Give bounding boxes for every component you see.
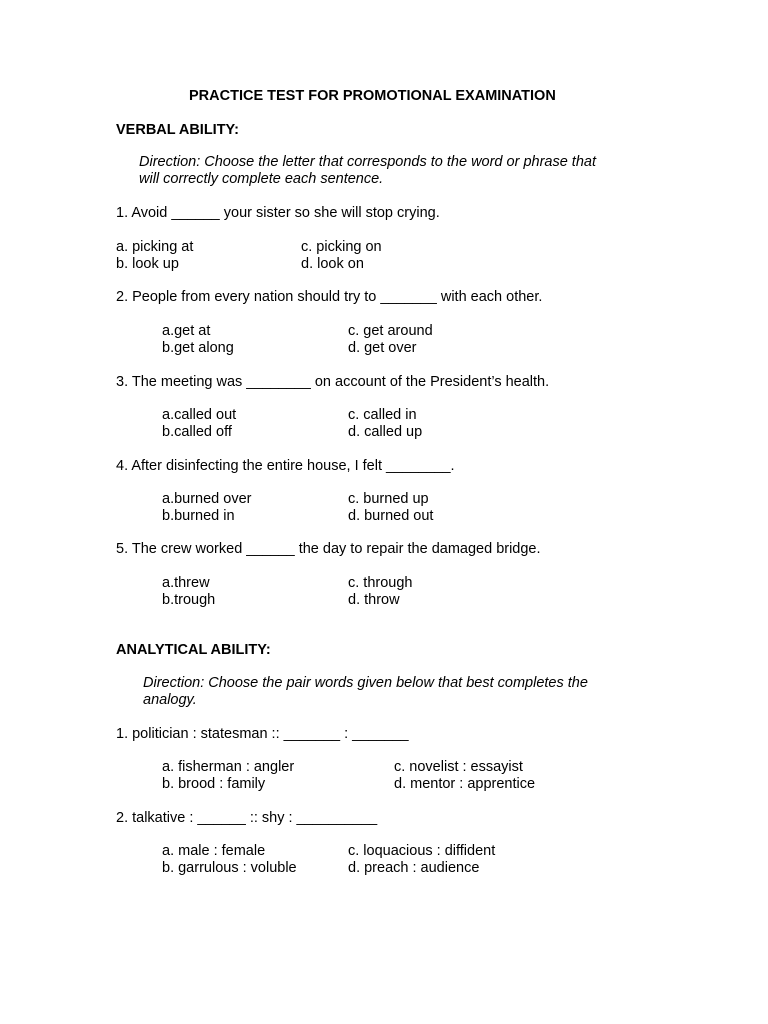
verbal-q3-option-b: b.called off	[162, 424, 232, 440]
page-title: PRACTICE TEST FOR PROMOTIONAL EXAMINATION	[189, 88, 556, 104]
verbal-question-3: 3. The meeting was ________ on account of the President’s health.	[116, 374, 550, 390]
verbal-q4-option-d: d. burned out	[348, 508, 434, 524]
section-heading-analytical: ANALYTICAL ABILITY:	[116, 642, 271, 658]
verbal-q5-option-d: d. throw	[348, 592, 400, 608]
verbal-q3-option-c: c. called in	[348, 407, 417, 423]
verbal-q2-option-a: a.get at	[162, 323, 211, 339]
analytical-question-1: 1. politician : statesman :: _______ : _______	[116, 726, 409, 742]
verbal-q3-option-a: a.called out	[162, 407, 237, 423]
verbal-question-5: 5. The crew worked ______ the day to repair the damaged bridge.	[116, 541, 541, 557]
verbal-q1-option-b: b. look up	[116, 256, 179, 272]
verbal-q2-option-c: c. get around	[348, 323, 433, 339]
verbal-q2-option-d: d. get over	[348, 340, 417, 356]
verbal-q3-option-d: d. called up	[348, 424, 423, 440]
verbal-q2-option-b: b.get along	[162, 340, 234, 356]
verbal-q5-option-b: b.trough	[162, 592, 216, 608]
verbal-q4-option-c: c. burned up	[348, 491, 429, 507]
verbal-q4-option-b: b.burned in	[162, 508, 235, 524]
verbal-q4-option-a: a.burned over	[162, 491, 252, 507]
section-heading-verbal: VERBAL ABILITY:	[116, 122, 239, 138]
analytical-direction-line1: Direction: Choose the pair words given below that best completes the	[143, 675, 588, 691]
analytical-q1-option-c: c. novelist : essayist	[394, 759, 523, 775]
analytical-direction-line2: analogy.	[143, 692, 197, 708]
analytical-q1-option-a: a. fisherman : angler	[162, 759, 295, 775]
analytical-q2-option-d: d. preach : audience	[348, 860, 480, 876]
verbal-direction-line2: will correctly complete each sentence.	[139, 171, 384, 187]
verbal-question-1: 1. Avoid ______ your sister so she will stop crying.	[116, 205, 440, 221]
verbal-q1-option-a: a. picking at	[116, 239, 194, 255]
analytical-q2-option-b: b. garrulous : voluble	[162, 860, 297, 876]
verbal-question-2: 2. People from every nation should try to _______ with each other.	[116, 289, 543, 305]
analytical-q2-option-a: a. male : female	[162, 843, 266, 859]
analytical-q1-option-b: b. brood : family	[162, 776, 266, 792]
analytical-q1-option-d: d. mentor : apprentice	[394, 776, 536, 792]
verbal-q5-option-a: a.threw	[162, 575, 210, 591]
analytical-question-2: 2. talkative : ______ :: shy : __________	[116, 810, 378, 826]
verbal-q5-option-c: c. through	[348, 575, 413, 591]
verbal-q1-option-c: c. picking on	[301, 239, 382, 255]
verbal-q1-option-d: d. look on	[301, 256, 364, 272]
verbal-direction-line1: Direction: Choose the letter that corresponds to the word or phrase that	[139, 154, 596, 170]
analytical-q2-option-c: c. loquacious : diffident	[348, 843, 496, 859]
verbal-question-4: 4. After disinfecting the entire house, I felt ________.	[116, 458, 455, 474]
